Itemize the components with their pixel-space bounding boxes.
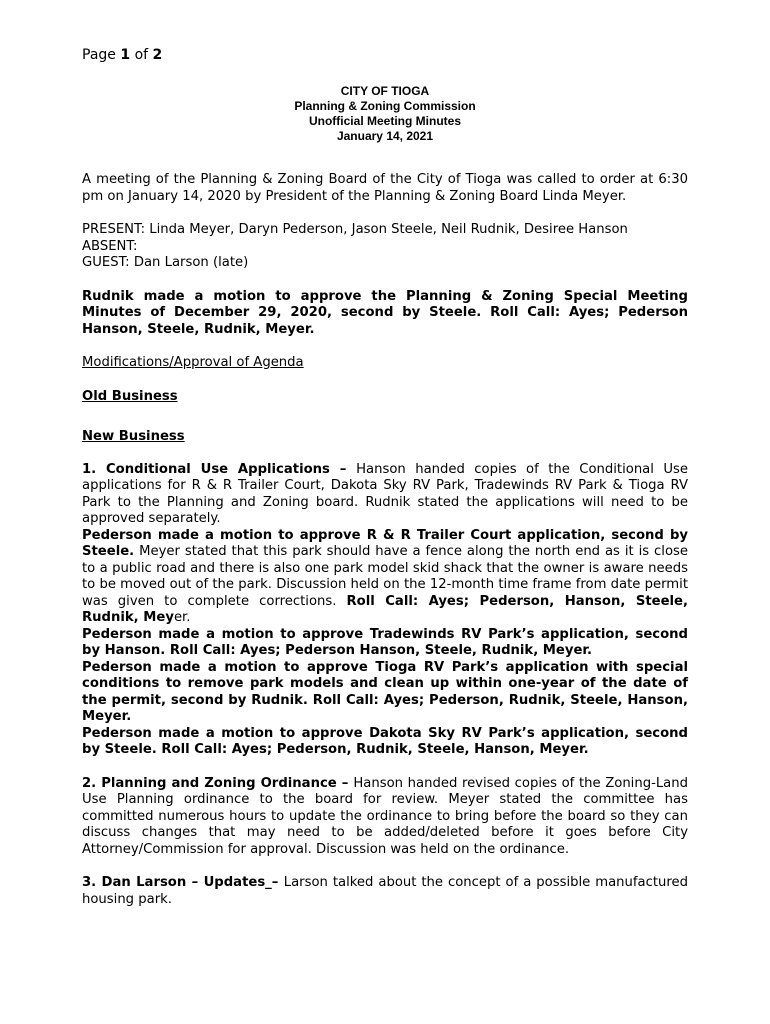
meeting-date: January 14, 2021 [336, 129, 434, 143]
motion1-roll: Roll Call: Ayes; Pederson, Hanson, Steele, Rudnik, Mey [82, 593, 688, 625]
document-type: Unofficial Meeting Minutes [308, 114, 461, 128]
minutes-motion: Rudnik made a motion to approve the Planning & Zoning Special Meeting Minutes of December 29, 2020, second by Steele. Roll Call: Ayes; Pederson Hanson, Steele, Rudnik, Meyer. [82, 288, 688, 337]
attendance-block [82, 222, 688, 272]
page-current: 1 [120, 47, 131, 63]
absent-line: ABSENT: [82, 238, 138, 254]
motion1-text: Meyer stated that this park should have a fence along the north end as it is close to a public road and there is also one park model skid shack that the owner is aware needs to be moved out of the park. Discussion held on the 12-month time frame from date permit was given to complete corrections. [82, 544, 688, 609]
page-label: Page [82, 47, 116, 63]
item1-text: Hanson handed copies of the Conditional Use applications for R & R Trailer Court, Dakota Sky RV Park, Tradewinds RV Park & Tioga RV Park to the Planning and Zoning board. Rudnik stated the applications will need to be approved separately. [82, 461, 688, 526]
item1-motion4: Pederson made a motion to approve Dakota Sky RV Park’s application, second by Steele. Roll Call: Ayes; Pederson, Rudnik, Steele, Hanson, Meyer. [82, 725, 688, 757]
document-header [82, 84, 688, 144]
old-business-heading [82, 389, 688, 406]
agenda-heading [82, 355, 688, 372]
guest-line: GUEST: Dan Larson (late) [82, 255, 249, 270]
old-business-text: Old Business [82, 388, 178, 404]
item1-paragraph [82, 462, 688, 528]
new-business-text: New Business [82, 429, 185, 444]
item1-motion1 [82, 528, 688, 627]
document-page [82, 46, 688, 908]
present-line: PRESENT: Linda Meyer, Daryn Pederson, Jason Steele, Neil Rudnik, Desiree Hanson [82, 222, 628, 237]
city-title: CITY OF TIOGA [340, 84, 430, 98]
item2-text: Hanson handed revised copies of the Zoning-Land Use Planning ordinance to the board for review. Meyer stated the committee has committed numerous hours to update the ordinance to bring before the board so they can discuss changes that may need to be added/deleted before it goes before City Attorney/Commission for approval. Discussion was held on the ordinance. [82, 775, 688, 857]
item1-motion2: Pederson made a motion to approve Tradewinds RV Park’s application, second by Hanson. Roll Call: Ayes; Pederson Hanson, Steele, Rudnik, Meyer. [82, 626, 688, 658]
page-of: of [134, 47, 149, 63]
commission-title: Planning & Zoning Commission [294, 99, 476, 113]
item2-paragraph [82, 776, 688, 859]
intro-paragraph: A meeting of the Planning & Zoning Board of the City of Tioga was called to order at 6:30 pm on January 14, 2020 by President of the Planning & Zoning Board Linda Meyer. [82, 172, 688, 204]
agenda-heading-text: Modifications/Approval of Agenda [82, 355, 304, 370]
item3-text: Larson talked about the concept of a possible manufactured housing park. [82, 875, 688, 907]
item2-heading: 2. Planning and Zoning Ordinance – [82, 775, 354, 791]
page-total: 2 [152, 47, 163, 63]
page-number [82, 46, 688, 64]
motion1-bold: Pederson made a motion to approve R & R Trailer Court application, second by Steele. [82, 527, 688, 559]
item1-motion3: Pederson made a motion to approve Tioga RV Park’s application with special conditions to remove park models and clean up within one-year of the date of the permit, second by Rudnik. Roll Call: Ayes; Pederson, Rudnik, Steele, Hanson, Meyer. [82, 659, 688, 724]
item1-heading: 1. Conditional Use Applications – [82, 461, 357, 477]
new-business-heading [82, 429, 688, 446]
item3-paragraph [82, 875, 688, 908]
item3-heading: 3. Dan Larson – Updates_– [82, 875, 284, 890]
motion1-roll-tail: er. [173, 610, 191, 625]
